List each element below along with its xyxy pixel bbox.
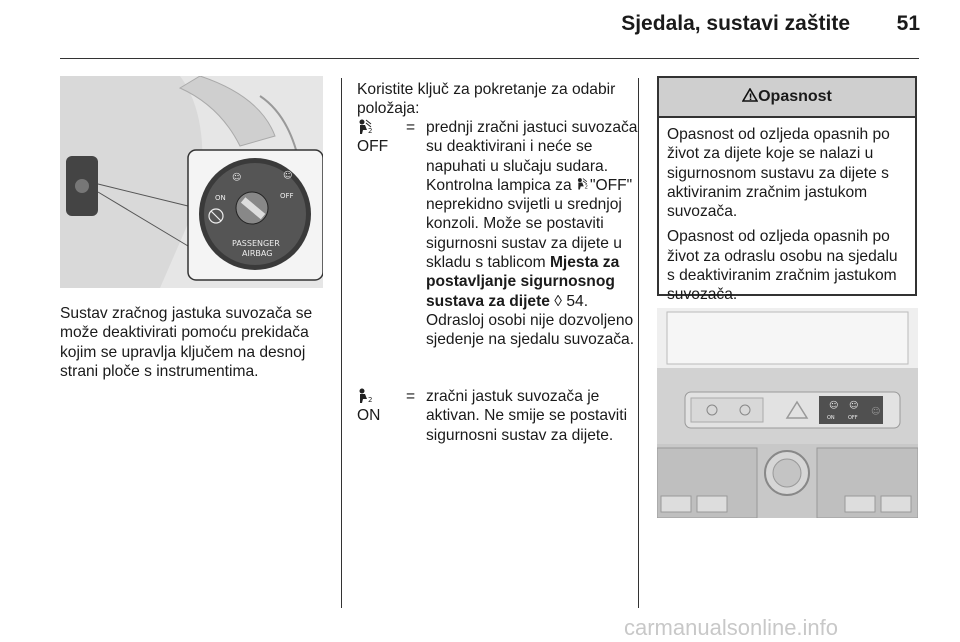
page-number: 51: [896, 12, 920, 35]
svg-text:☺: ☺: [871, 407, 881, 417]
console-label-off: OFF: [848, 415, 858, 421]
svg-text:2: 2: [584, 184, 588, 191]
entry-off-label: OFF: [357, 138, 389, 155]
watermark: carmanualsonline.info: [624, 615, 839, 640]
entry-off-eq: =: [406, 119, 416, 136]
warning-paragraph-2: Opasnost od ozljeda opasnih po život za odraslu osobu na sjedalu s deaktiviranim zračnim jastukom suvozača.: [667, 228, 898, 304]
svg-text:2: 2: [368, 396, 373, 404]
left-caption: Sustav zračnog jastuka suvozača se može deaktivirati pomoću prekidača kojim se upravlja ključem na desnoj strani ploče s instrumentima.: [60, 305, 313, 380]
entry-on-eq: =: [406, 388, 416, 405]
danger-warning-box: [657, 76, 917, 304]
airbag-off-inline-icon: [576, 177, 590, 191]
column-divider-1: [341, 78, 342, 608]
svg-text:☺: ☺: [829, 401, 839, 411]
svg-text:!: !: [748, 93, 753, 102]
page-header-title: Sjedala, sustavi zaštite: [621, 12, 850, 35]
entry-off-text-c: . Odrasloj osobi nije dozvoljeno sjedenje na sjedalu suvozača.: [426, 292, 635, 349]
entry-off-description: [426, 118, 638, 350]
console-illustration: [657, 308, 918, 518]
warning-paragraph-1: Opasnost od ozljeda opasnih po život za dijete koje se nalazi u sigurnosnom sustavu za dijete s aktiviranim zračnim jastukom suvozača.: [667, 126, 890, 221]
middle-intro: Koristite ključ za pokretanje za odabir položaja:: [357, 81, 616, 118]
switch-label-on: ON: [215, 194, 226, 202]
header-rule: [60, 58, 919, 59]
svg-text:☺: ☺: [849, 401, 859, 411]
entry-on-description: zračni jastuk suvozača je aktivan. Ne smije se postaviti sigurnosni sustav za dijete.: [426, 388, 628, 444]
key-switch-illustration: [60, 76, 323, 288]
warning-title: Opasnost: [758, 88, 832, 105]
column-divider-2: [638, 78, 639, 608]
page-ref-number: 54: [566, 292, 584, 310]
switch-label-airbag: AIRBAG: [242, 249, 273, 258]
warning-header: [659, 78, 915, 118]
svg-text:☺: ☺: [283, 171, 293, 181]
child-seat-table-link[interactable]: Mjesta za postavljanje sigurnosnog sustava za dijete: [426, 254, 620, 310]
page-ref-icon: ◊: [554, 292, 563, 310]
svg-text:☺: ☺: [232, 173, 242, 183]
entry-off-text-a: prednji zračni jastuci suvozača su deaktivirani i neće se napuhati u slučaju sudara. Kontrolna lampica za: [426, 119, 638, 194]
switch-label-off: OFF: [280, 192, 294, 200]
entry-off-text-b: "OFF" neprekidno svijetli u srednjoj konzoli. Može se postaviti sigurnosni sustav za dijete u skladu s tablicom: [426, 176, 633, 272]
svg-text:2: 2: [368, 127, 373, 135]
switch-label-passenger: PASSENGER: [232, 239, 280, 248]
entry-on-label: ON: [357, 407, 381, 424]
warning-triangle-icon: [742, 78, 758, 116]
console-label-on: ON: [827, 415, 835, 421]
